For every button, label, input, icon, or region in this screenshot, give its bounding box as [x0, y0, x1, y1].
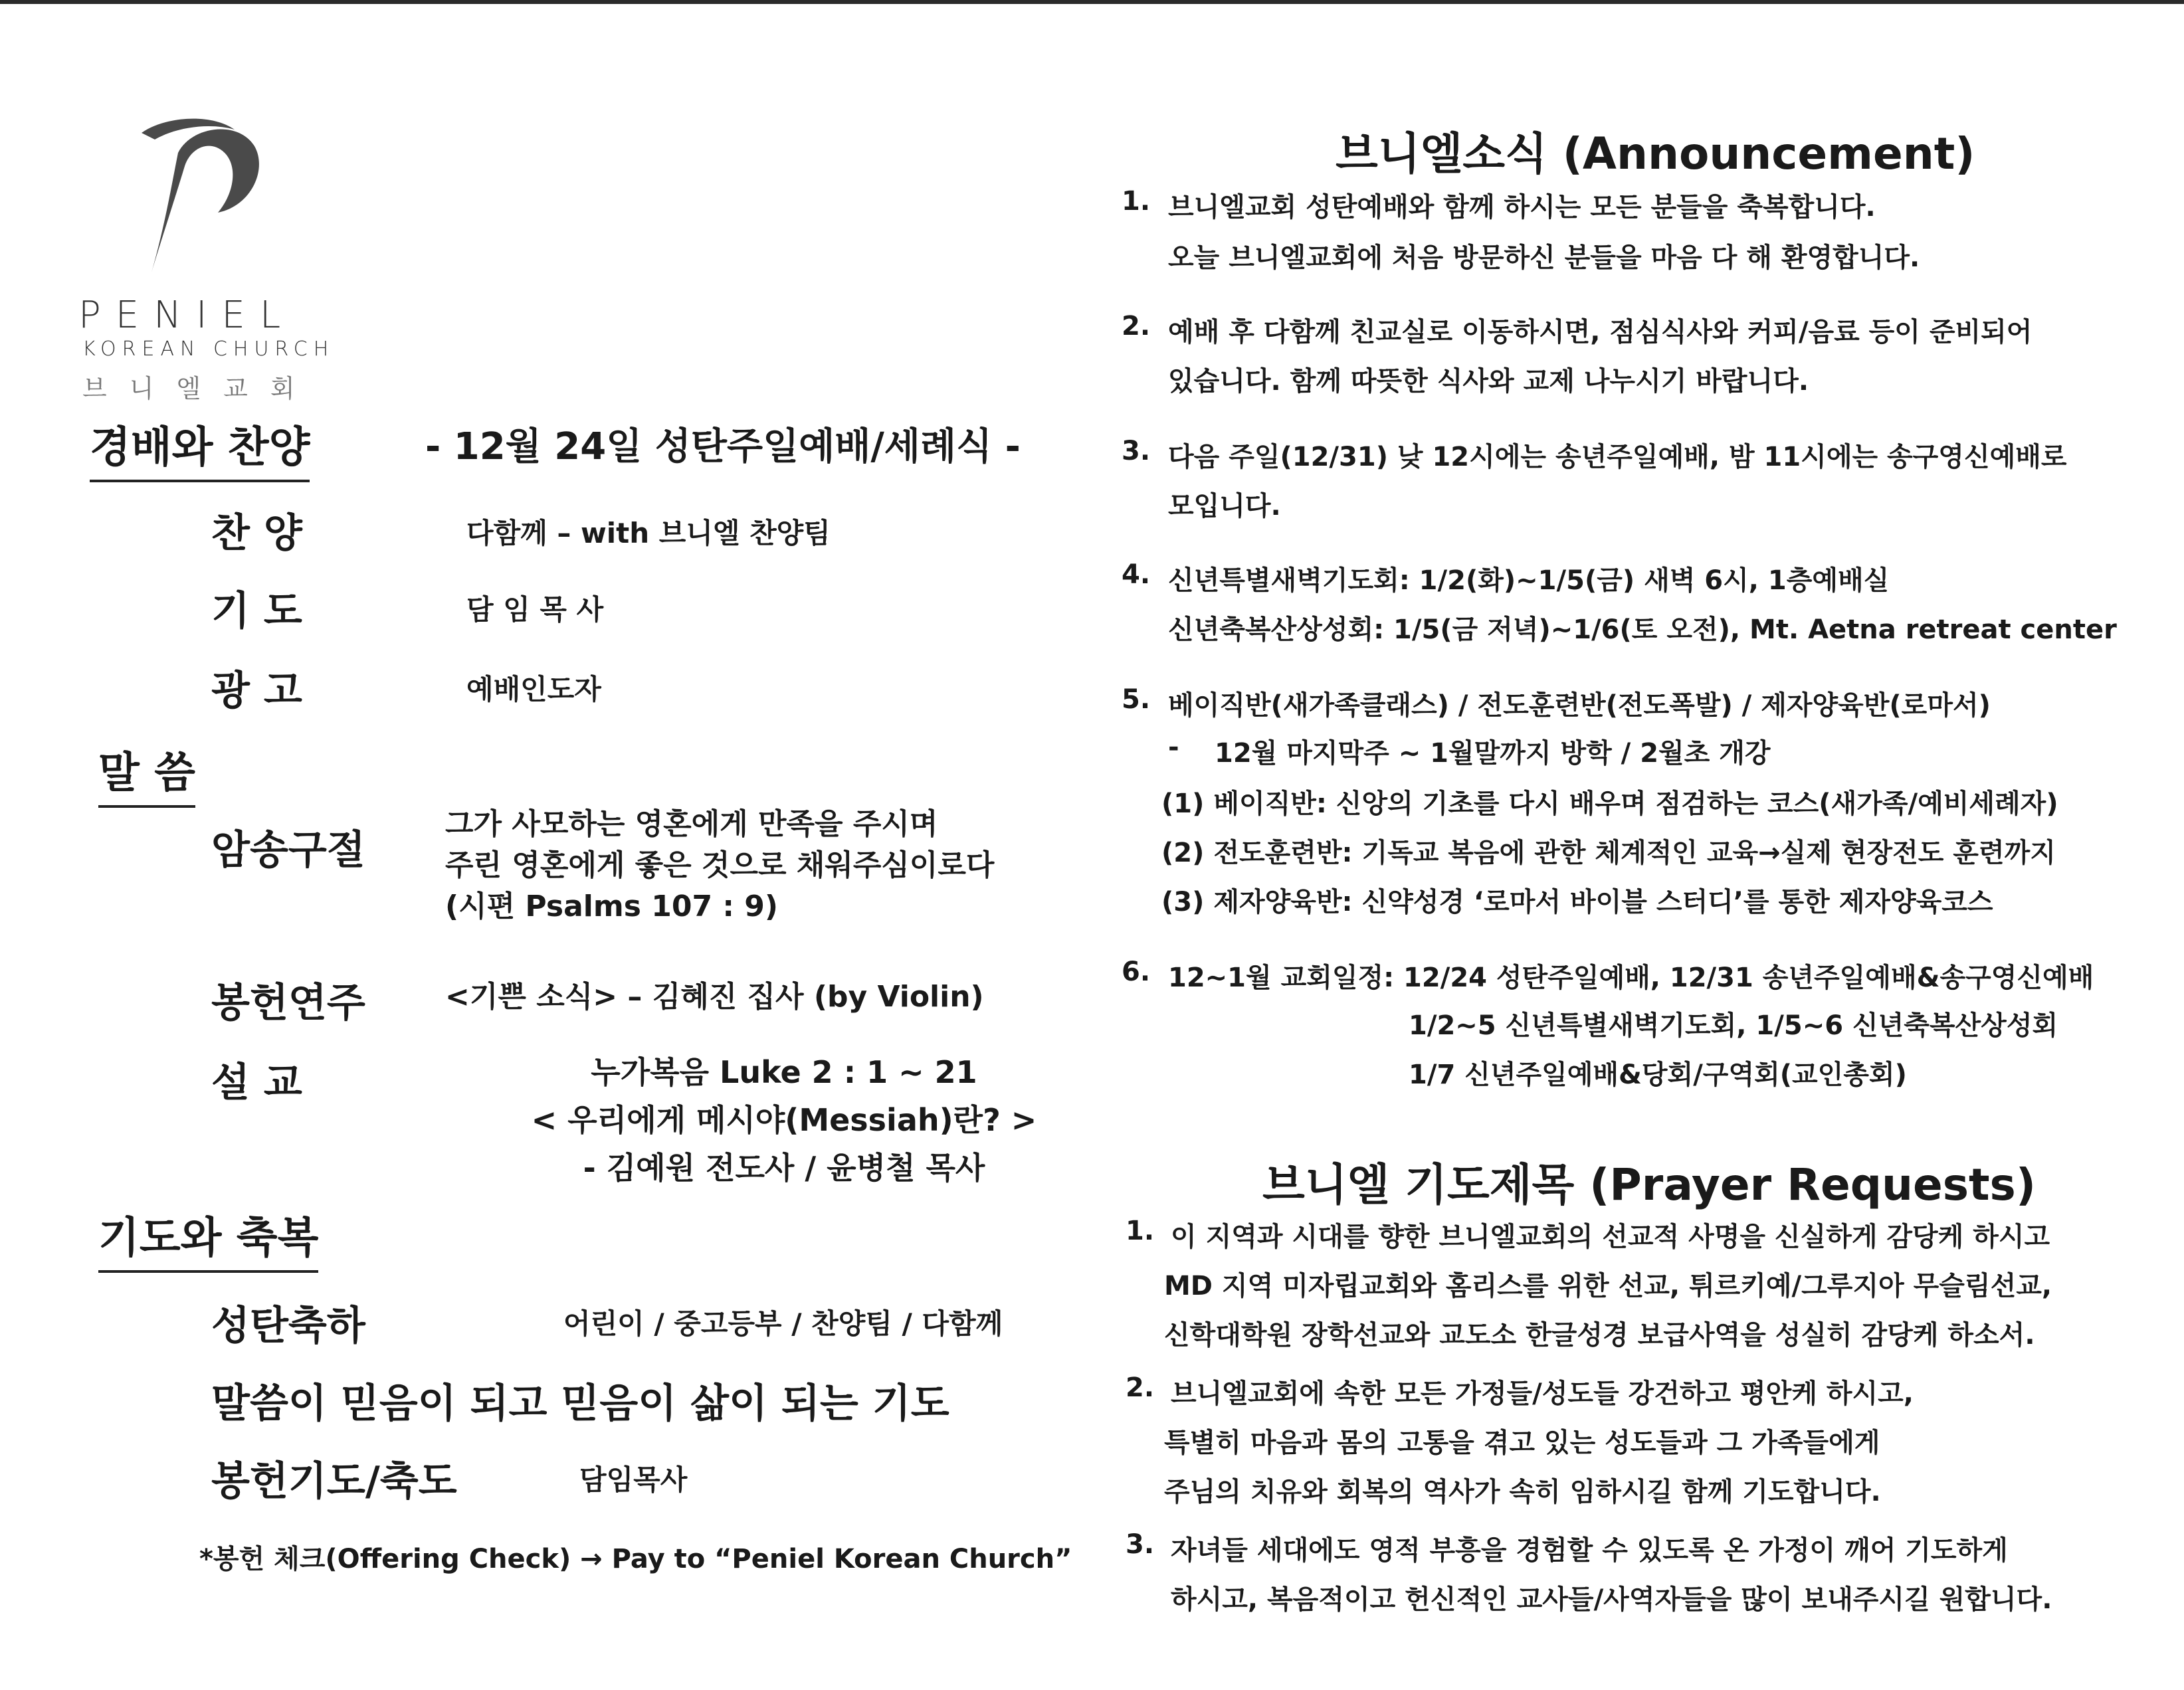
- prayer-requests-title: 브니엘 기도제목 (Prayer Requests): [1262, 1159, 2036, 1210]
- worship-heading: 경배와 찬양: [90, 413, 310, 482]
- sermon-preachers: - 김예원 전도사 / 윤병철 목사: [583, 1150, 985, 1186]
- prayer-number: 2.: [1126, 1372, 1155, 1403]
- prayer-number: 3.: [1126, 1529, 1155, 1560]
- praise-label: 찬 양: [211, 510, 302, 557]
- prayer-line: 신학대학원 장학선교와 교도소 한글성경 보급사역을 성실히 감당케 하소서.: [1164, 1320, 2035, 1351]
- announcement-number: 2.: [1122, 311, 1151, 341]
- announcement-line: 예배 후 다함께 친교실로 이동하시면, 점심식사와 커피/음료 등이 준비되어: [1168, 317, 2033, 347]
- prayer-line: 하시고, 복음적이고 헌신적인 교사들/사역자들을 많이 보내주시길 원합니다.: [1171, 1584, 2052, 1615]
- announce-label: 광 고: [211, 668, 302, 714]
- announcement-line: 1/7 신년주일예배&당회/구역회(교인총회): [1409, 1060, 1907, 1090]
- christmas-celebration-label: 성탄축하: [211, 1303, 365, 1349]
- announcement-line: 베이직반(새가족클래스) / 전도훈련반(전도폭발) / 제자양육반(로마서): [1168, 690, 1991, 721]
- announcement-line: 다음 주일(12/31) 낮 12시에는 송년주일예배, 밤 11시에는 송구영신예배로: [1168, 442, 2067, 472]
- announcement-number: 5.: [1122, 684, 1151, 715]
- prayer-line: 이 지역과 시대를 향한 브니엘교회의 선교적 사명을 신실하게 감당케 하시고: [1171, 1222, 2050, 1252]
- memory-verse: [445, 804, 1083, 927]
- top-border: [0, 0, 2184, 4]
- sermon-info: [465, 1048, 1103, 1192]
- logo-name-en: PENIEL: [78, 294, 296, 337]
- logo-subtitle-en: KOREAN CHURCH: [82, 337, 335, 361]
- announcement-number: 1.: [1122, 186, 1151, 217]
- prayer-line: 특별히 마음과 몸의 고통을 겪고 있는 성도들과 그 가족들에게: [1164, 1428, 1880, 1458]
- prayer-number: 1.: [1126, 1216, 1155, 1246]
- christmas-celebration-value: 어린이 / 중고등부 / 찬양팀 / 다함께: [563, 1307, 1003, 1340]
- prayer-line: 자녀들 세대에도 영적 부흥을 경험할 수 있도록 온 가정이 깨어 기도하게: [1171, 1535, 2008, 1566]
- prayer-line: 브니엘교회에 속한 모든 가정들/성도들 강건하고 평안케 하시고,: [1171, 1378, 1914, 1409]
- announcement-line: 신년축복산상성회: 1/5(금 저녁)~1/6(토 오전), Mt. Aetna retreat center: [1168, 614, 2117, 645]
- prayer-line: 주님의 치유와 회복의 역사가 속히 임하시길 함께 기도합니다.: [1164, 1477, 1881, 1507]
- benediction-label: 봉헌기도/축도: [211, 1458, 457, 1505]
- announcement-line: 신년특별새벽기도회: 1/2(화)~1/5(금) 새벽 6시, 1층예배실: [1168, 565, 1890, 596]
- offering-note: *봉헌 체크(Offering Check) → Pay to “Peniel Korean Church”: [199, 1544, 1072, 1574]
- prayer-label: 기 도: [211, 588, 302, 634]
- memory-verse-line: 그가 사모하는 영혼에게 만족을 주시며: [445, 807, 938, 841]
- logo-name-ko: 브니엘교회: [82, 374, 318, 403]
- offertory-value: <기쁜 소식> – 김혜진 집사 (by Violin): [445, 980, 984, 1014]
- announcement-line: 브니엘교회 성탄예배와 함께 하시는 모든 분들을 축복합니다.: [1168, 192, 1876, 223]
- announcement-subline: (3) 제자양육반: 신약성경 ‘로마서 바이블 스터디’를 통한 제자양육코스: [1161, 887, 1993, 917]
- memory-verse-line: (시편 Psalms 107 : 9): [445, 890, 779, 923]
- sermon-title: < 우리에게 메시야(Messiah)란? >: [531, 1102, 1037, 1138]
- memory-verse-line: 주린 영혼에게 좋은 것으로 채워주심이로다: [445, 848, 995, 882]
- announcements-title: 브니엘소식 (Announcement): [1336, 128, 1975, 179]
- announcement-line: 있습니다. 함께 따뜻한 식사와 교제 나누시기 바랍니다.: [1168, 366, 1809, 397]
- announcement-subline: (1) 베이직반: 신앙의 기초를 다시 배우며 점검하는 코스(새가족/예비세례자): [1161, 789, 2058, 819]
- sermon-label: 설 교: [211, 1060, 302, 1106]
- announcement-line: 12~1월 교회일정: 12/24 성탄주일예배, 12/31 송년주일예배&송구영신예배: [1168, 963, 2094, 993]
- announce-value: 예배인도자: [466, 673, 601, 705]
- announcement-number: 6.: [1122, 957, 1151, 987]
- sermon-scripture: 누가복음 Luke 2 : 1 ~ 21: [591, 1054, 977, 1090]
- prayer-value: 담 임 목 사: [466, 593, 604, 626]
- offertory-label: 봉헌연주: [211, 980, 365, 1026]
- announcement-line: 12월 마지막주 ~ 1월말까지 방학 / 2월초 개강: [1215, 738, 1771, 769]
- announcement-line: 모입니다.: [1168, 491, 1281, 521]
- benediction-value: 담임목사: [579, 1463, 688, 1496]
- prayer-line: MD 지역 미자립교회와 홈리스를 위한 선교, 튀르키예/그루지아 무슬림선교,: [1164, 1271, 2052, 1301]
- announcement-line: 1/2~5 신년특별새벽기도회, 1/5~6 신년축복산상성회: [1409, 1010, 2058, 1041]
- announcement-line: 오늘 브니엘교회에 처음 방문하신 분들을 마음 다 해 환영합니다.: [1168, 242, 1920, 273]
- announcement-subline: (2) 전도훈련반: 기독교 복음에 관한 체계적인 교육→실제 현장전도 훈련까지: [1161, 838, 2056, 868]
- announcement-dash: -: [1168, 732, 1179, 763]
- word-heading: 말 씀: [98, 739, 195, 808]
- faith-prayer-label: 말씀이 믿음이 되고 믿음이 삶이 되는 기도: [211, 1380, 949, 1427]
- announcement-number: 4.: [1122, 559, 1151, 590]
- praise-value: 다함께 – with 브니엘 찬양팀: [466, 517, 831, 549]
- church-logo-icon: [78, 113, 278, 282]
- blessing-heading: 기도와 축복: [98, 1204, 318, 1273]
- memory-verse-label: 암송구절: [211, 827, 365, 874]
- service-title: - 12월 24일 성탄주일예배/세례식 -: [425, 425, 1021, 468]
- announcement-number: 3.: [1122, 436, 1151, 466]
